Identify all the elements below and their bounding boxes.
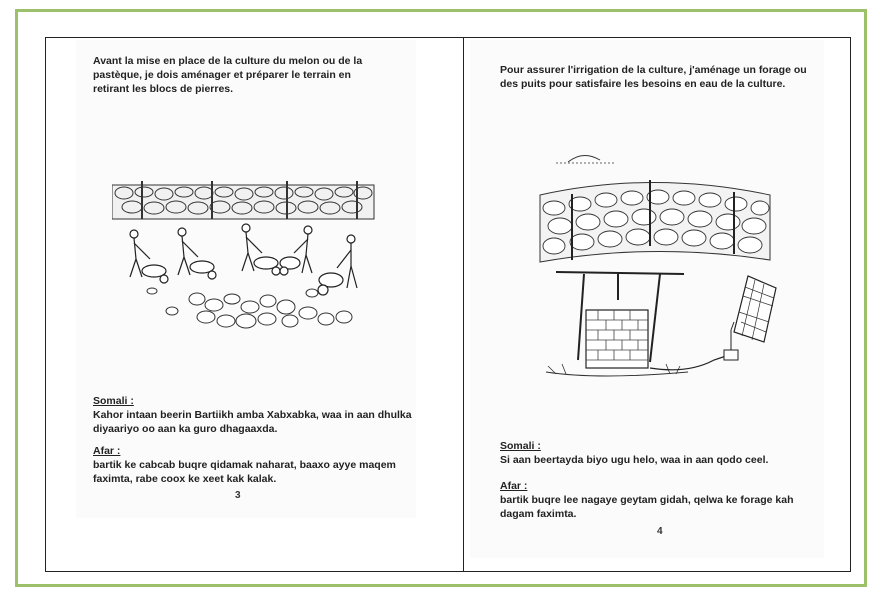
well-illustration <box>538 150 778 385</box>
left-afar-block <box>93 444 413 486</box>
right-somali-text: Si aan beertayda biyo ugu helo, waa in aan qodo ceel. <box>500 454 769 466</box>
right-afar-text: bartik buqre lee nagaye geytam gidah, qelwa ke forage kah dagam faximta. <box>500 494 794 520</box>
right-afar-block <box>500 479 830 521</box>
left-afar-text: bartik ke cabcab buqre qidamak naharat, baaxo ayye maqem faximta, rabe coox ke xeet kak kalak. <box>93 459 396 485</box>
right-page-number: 4 <box>657 526 663 537</box>
left-french-text: Avant la mise en place de la culture du melon ou de la pastèque, je dois aménager et préparer le terrain en retirant les blocs de pierres. <box>93 55 363 95</box>
left-afar-label: Afar : <box>93 445 121 457</box>
left-page-number: 3 <box>235 490 241 501</box>
left-somali-text: Kahor intaan beerin Bartiikh amba Xabxabka, waa in aan dhulka diyaariyo oo aan ka guro dhagaaxda. <box>93 409 412 435</box>
stone-clearing-illustration <box>112 181 377 333</box>
book-spread <box>45 37 851 572</box>
right-somali-block <box>500 439 830 467</box>
right-somali-label: Somali : <box>500 440 541 452</box>
right-page <box>464 38 852 571</box>
right-french-text: Pour assurer l'irrigation de la culture, j'aménage un forage ou des puits pour satisfaire les besoins en eau de la culture. <box>500 64 807 90</box>
left-page <box>46 38 464 571</box>
left-somali-block <box>93 394 413 436</box>
left-somali-label: Somali : <box>93 395 134 407</box>
right-afar-label: Afar : <box>500 480 528 492</box>
